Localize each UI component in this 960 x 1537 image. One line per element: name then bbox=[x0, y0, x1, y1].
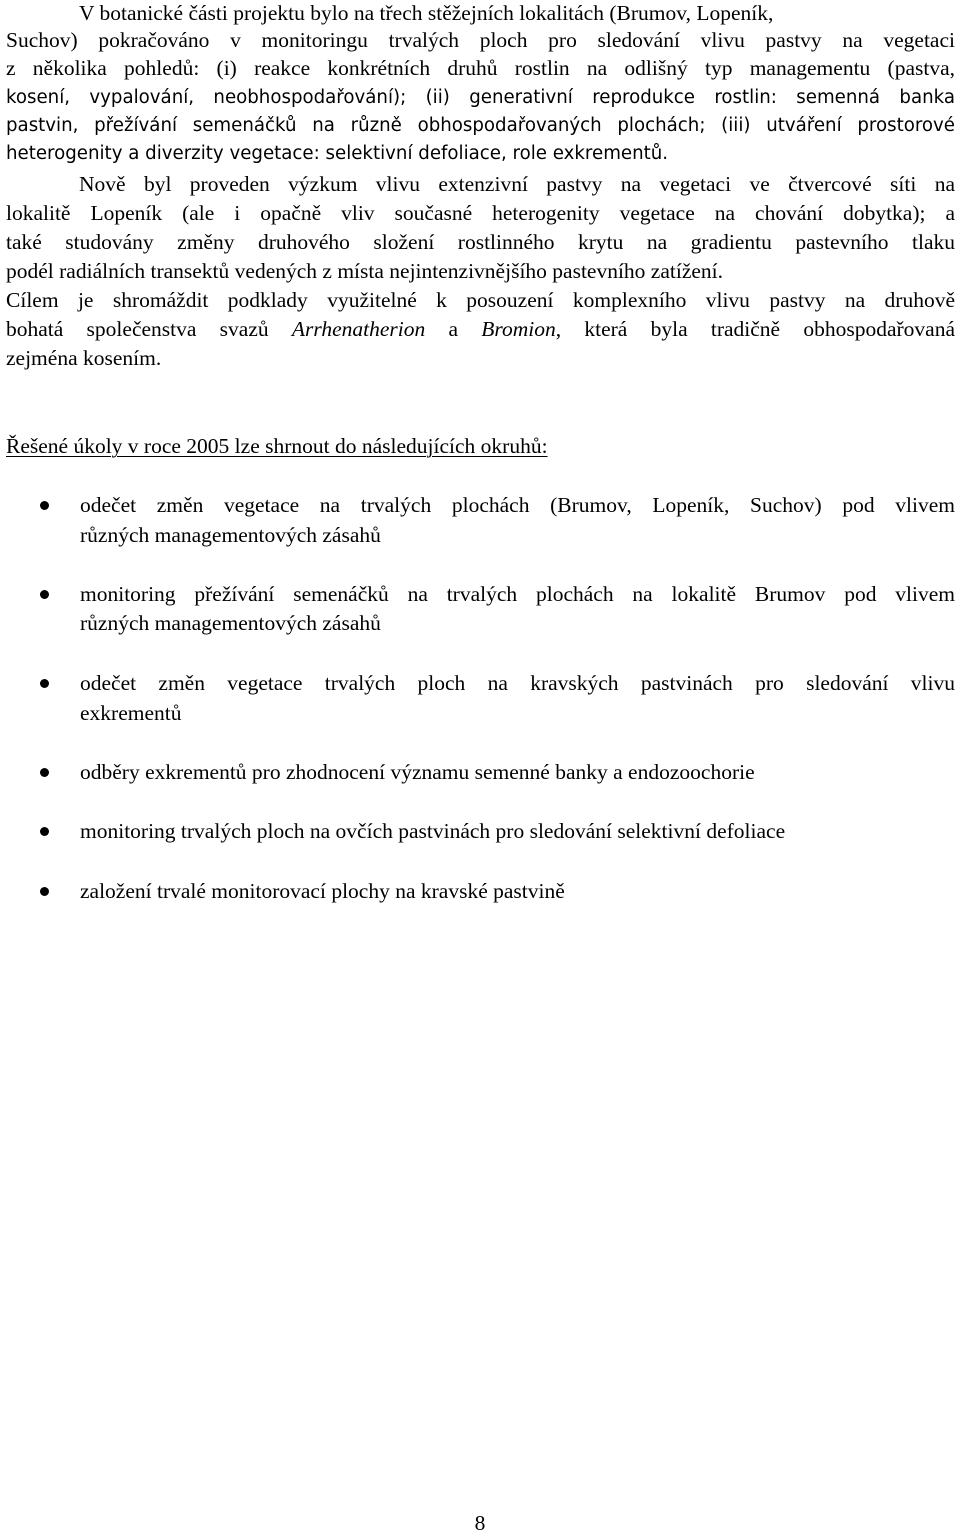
paragraph-line: V botanické části projektu bylo na třech stěžejních lokalitách (Brumov, Lopeník, bbox=[79, 1, 774, 25]
paragraph-line: také studovány změny druhového složení rostlinného krytu na gradientu pastevního tlaku bbox=[6, 230, 955, 254]
paragraph-line: Cílem je shromáždit podklady využitelné k posouzení komplexního vlivu pastvy na druhově bbox=[6, 288, 955, 312]
paragraph-line: Suchov) pokračováno v monitoringu trvalých ploch pro sledování vlivu pastvy na vegetaci bbox=[6, 28, 955, 52]
list-item-line: exkrementů bbox=[80, 701, 182, 725]
list-item-line: různých managementových zásahů bbox=[80, 611, 381, 635]
paragraph-line: zejména kosením. bbox=[6, 346, 162, 370]
list-item-line: různých managementových zásahů bbox=[80, 523, 381, 547]
paragraph-line: pastvin, přežívání semenáčků na různě obhospodařovaných plochách; (iii) utváření prostorové bbox=[6, 115, 955, 136]
page-number: 8 bbox=[474, 1511, 486, 1535]
bullet-icon bbox=[40, 887, 49, 896]
paragraph-line: Nově byl proveden výzkum vlivu extenzivní pastvy na vegetaci ve čtvercové síti na bbox=[79, 172, 955, 196]
bullet-icon bbox=[40, 827, 49, 836]
paragraph-line: z několika pohledů: (i) reakce konkrétních druhů rostlin na odlišný typ managementu (pastva, bbox=[6, 56, 955, 80]
alliance-name-arrhenatherion: Arrhenatherion bbox=[291, 317, 426, 341]
bullet-icon bbox=[40, 768, 49, 777]
list-item-line: odečet změn vegetace na trvalých plochách (Brumov, Lopeník, Suchov) pod vlivem bbox=[80, 493, 955, 517]
alliance-name-bromion: Bromion bbox=[481, 317, 556, 341]
list-item-line: odběry exkrementů pro zhodnocení významu semenné banky a endozoochorie bbox=[80, 760, 755, 784]
paragraph-line: heterogenity a diverzity vegetace: selektivní defoliace, role exkrementů. bbox=[6, 143, 669, 164]
paragraph-line: podél radiálních transektů vedených z místa nejintenzivnějšího pastevního zatížení. bbox=[6, 259, 724, 283]
bullet-icon bbox=[40, 679, 49, 688]
text-span: a bbox=[425, 317, 482, 341]
list-item-line: odečet změn vegetace trvalých ploch na kravských pastvinách pro sledování vlivu bbox=[80, 671, 955, 695]
text-span: bohatá společenstva svazů bbox=[6, 317, 292, 341]
list-item-line: založení trvalé monitorovací plochy na kravské pastvině bbox=[80, 879, 565, 903]
section-heading: Řešené úkoly v roce 2005 lze shrnout do následujících okruhů: bbox=[6, 434, 548, 458]
paragraph-line-species bbox=[6, 315, 955, 344]
bullet-icon bbox=[40, 590, 49, 599]
list-item-line: monitoring přežívání semenáčků na trvalých plochách na lokalitě Brumov pod vlivem bbox=[80, 582, 955, 606]
paragraph-line: lokalitě Lopeník (ale i opačně vliv současné heterogenity vegetace na chování dobytka); a bbox=[6, 201, 955, 225]
paragraph-line: kosení, vypalování, neobhospodařování); (ii) generativní reprodukce rostlin: semenná banka bbox=[6, 87, 955, 108]
text-span: , která byla tradičně obhospodařovaná bbox=[555, 317, 955, 341]
bullet-icon bbox=[40, 501, 49, 510]
list-item-line: monitoring trvalých ploch na ovčích pastvinách pro sledování selektivní defoliace bbox=[80, 819, 786, 843]
